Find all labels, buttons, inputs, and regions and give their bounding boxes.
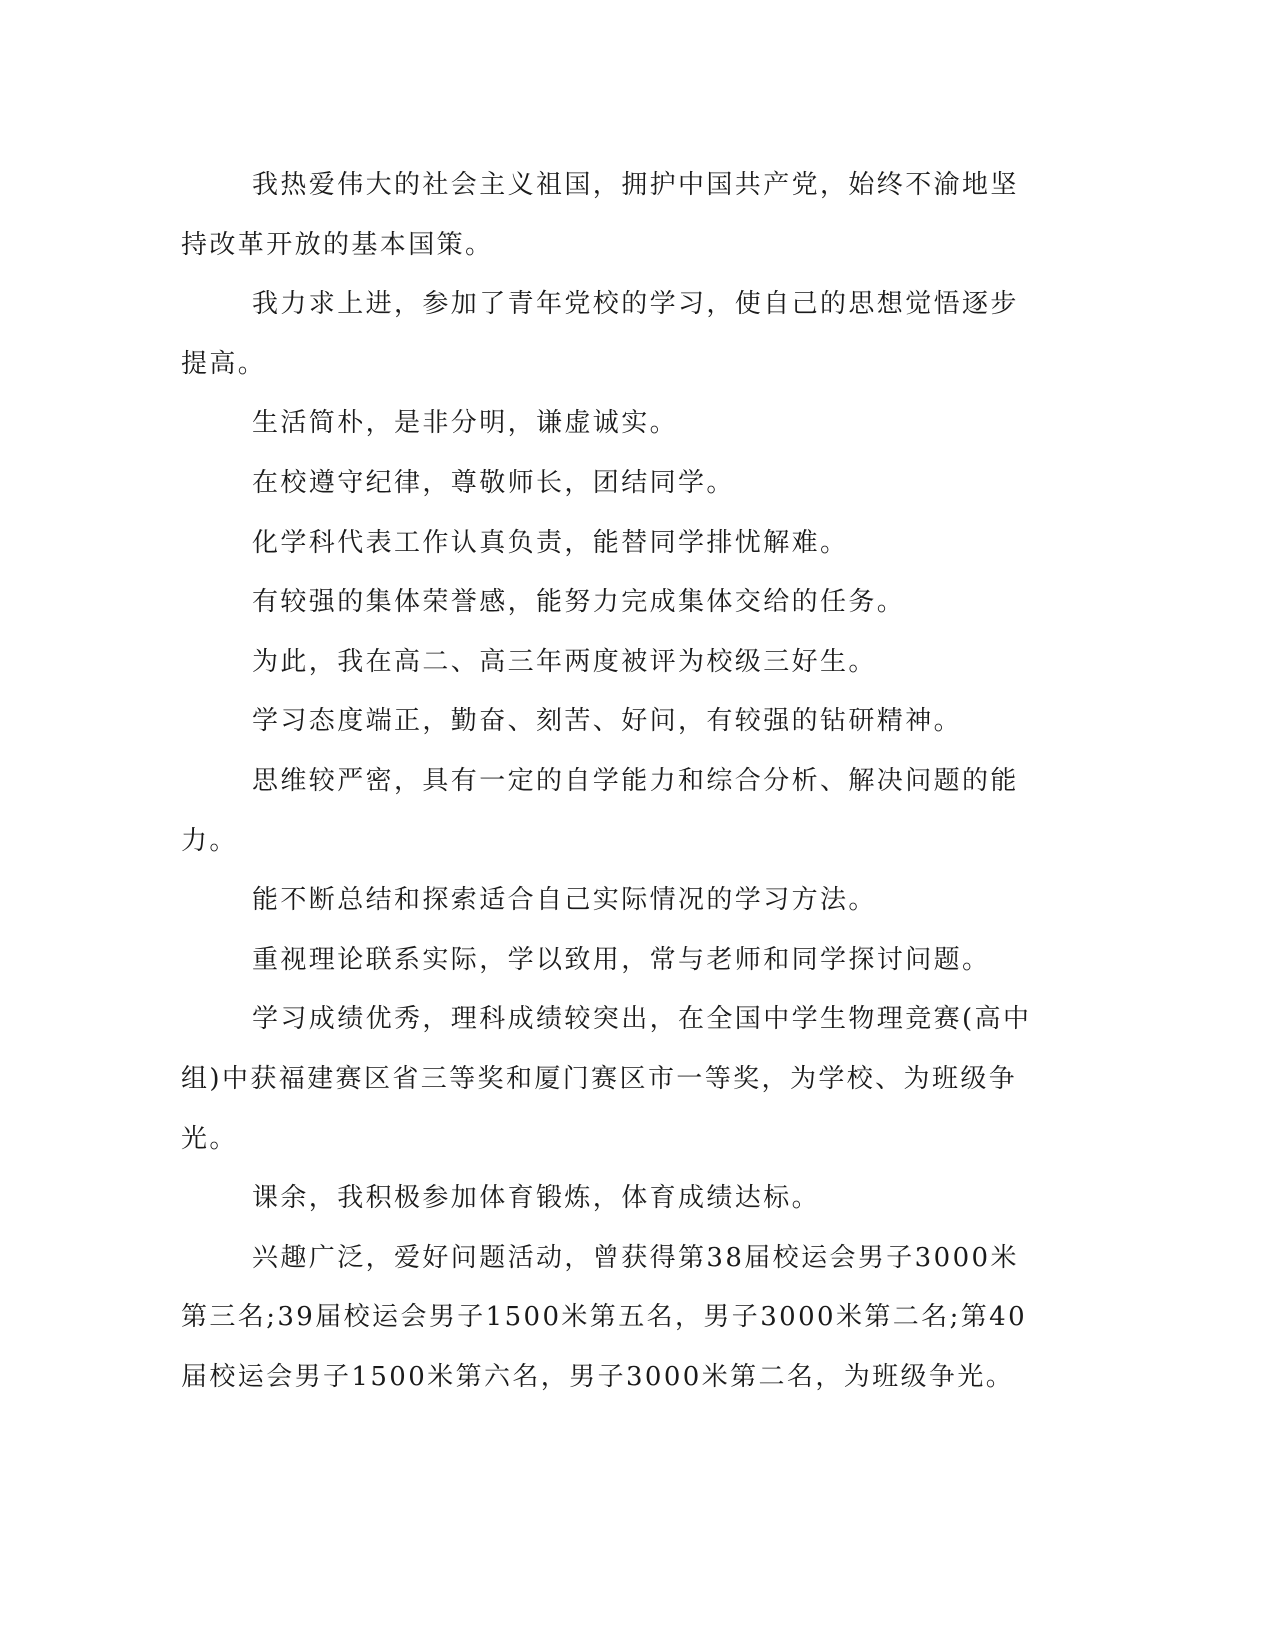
paragraph-patriotism: 我热爱伟大的社会主义祖国，拥护中国共产党，始终不渝地坚持改革开放的基本国策。 bbox=[181, 170, 1019, 260]
paragraph-thinking: 思维较严密，具有一定的自学能力和综合分析、解决问题的能力。 bbox=[181, 765, 1019, 856]
paragraph-discipline: 在校遵守纪律，尊敬师长，团结同学。 bbox=[252, 467, 735, 498]
paragraph-theory-practice: 重视理论联系实际，学以致用，常与老师和同学探讨问题。 bbox=[252, 944, 991, 975]
document-body bbox=[181, 156, 1043, 1407]
paragraph-study-attitude: 学习态度端正，勤奋、刻苦、好问，有较强的钻研精神。 bbox=[252, 706, 963, 737]
paragraph-sports: 课余，我积极参加体育锻炼，体育成绩达标。 bbox=[252, 1183, 821, 1214]
paragraph-collective-honor: 有较强的集体荣誉感，能努力完成集体交给的任务。 bbox=[252, 587, 906, 618]
paragraph-study-methods: 能不断总结和探索适合自己实际情况的学习方法。 bbox=[252, 885, 877, 916]
paragraph-chemistry-rep: 化学科代表工作认真负责，能替同学排忧解难。 bbox=[252, 527, 849, 558]
paragraph-party-school: 我力求上进，参加了青年党校的学习，使自己的思想觉悟逐步提高。 bbox=[181, 289, 1019, 379]
paragraph-physics-award: 学习成绩优秀，理科成绩较突出，在全国中学生物理竞赛(高中组)中获福建赛区省三等奖和厦门赛区市一等奖，为学校、为班级争光。 bbox=[181, 1004, 1032, 1154]
paragraph-lifestyle: 生活简朴，是非分明，谦虚诚实。 bbox=[252, 408, 679, 439]
paragraph-merit-student: 为此，我在高二、高三年两度被评为校级三好生。 bbox=[252, 646, 877, 677]
paragraph-track-results: 兴趣广泛，爱好问题活动，曾获得第38届校运会男子3000米第三名;39届校运会男子1500米第五名，男子3000米第二名;第40届校运会男子1500米第六名，男子3000米第二名，为班级争光。 bbox=[181, 1242, 1028, 1392]
